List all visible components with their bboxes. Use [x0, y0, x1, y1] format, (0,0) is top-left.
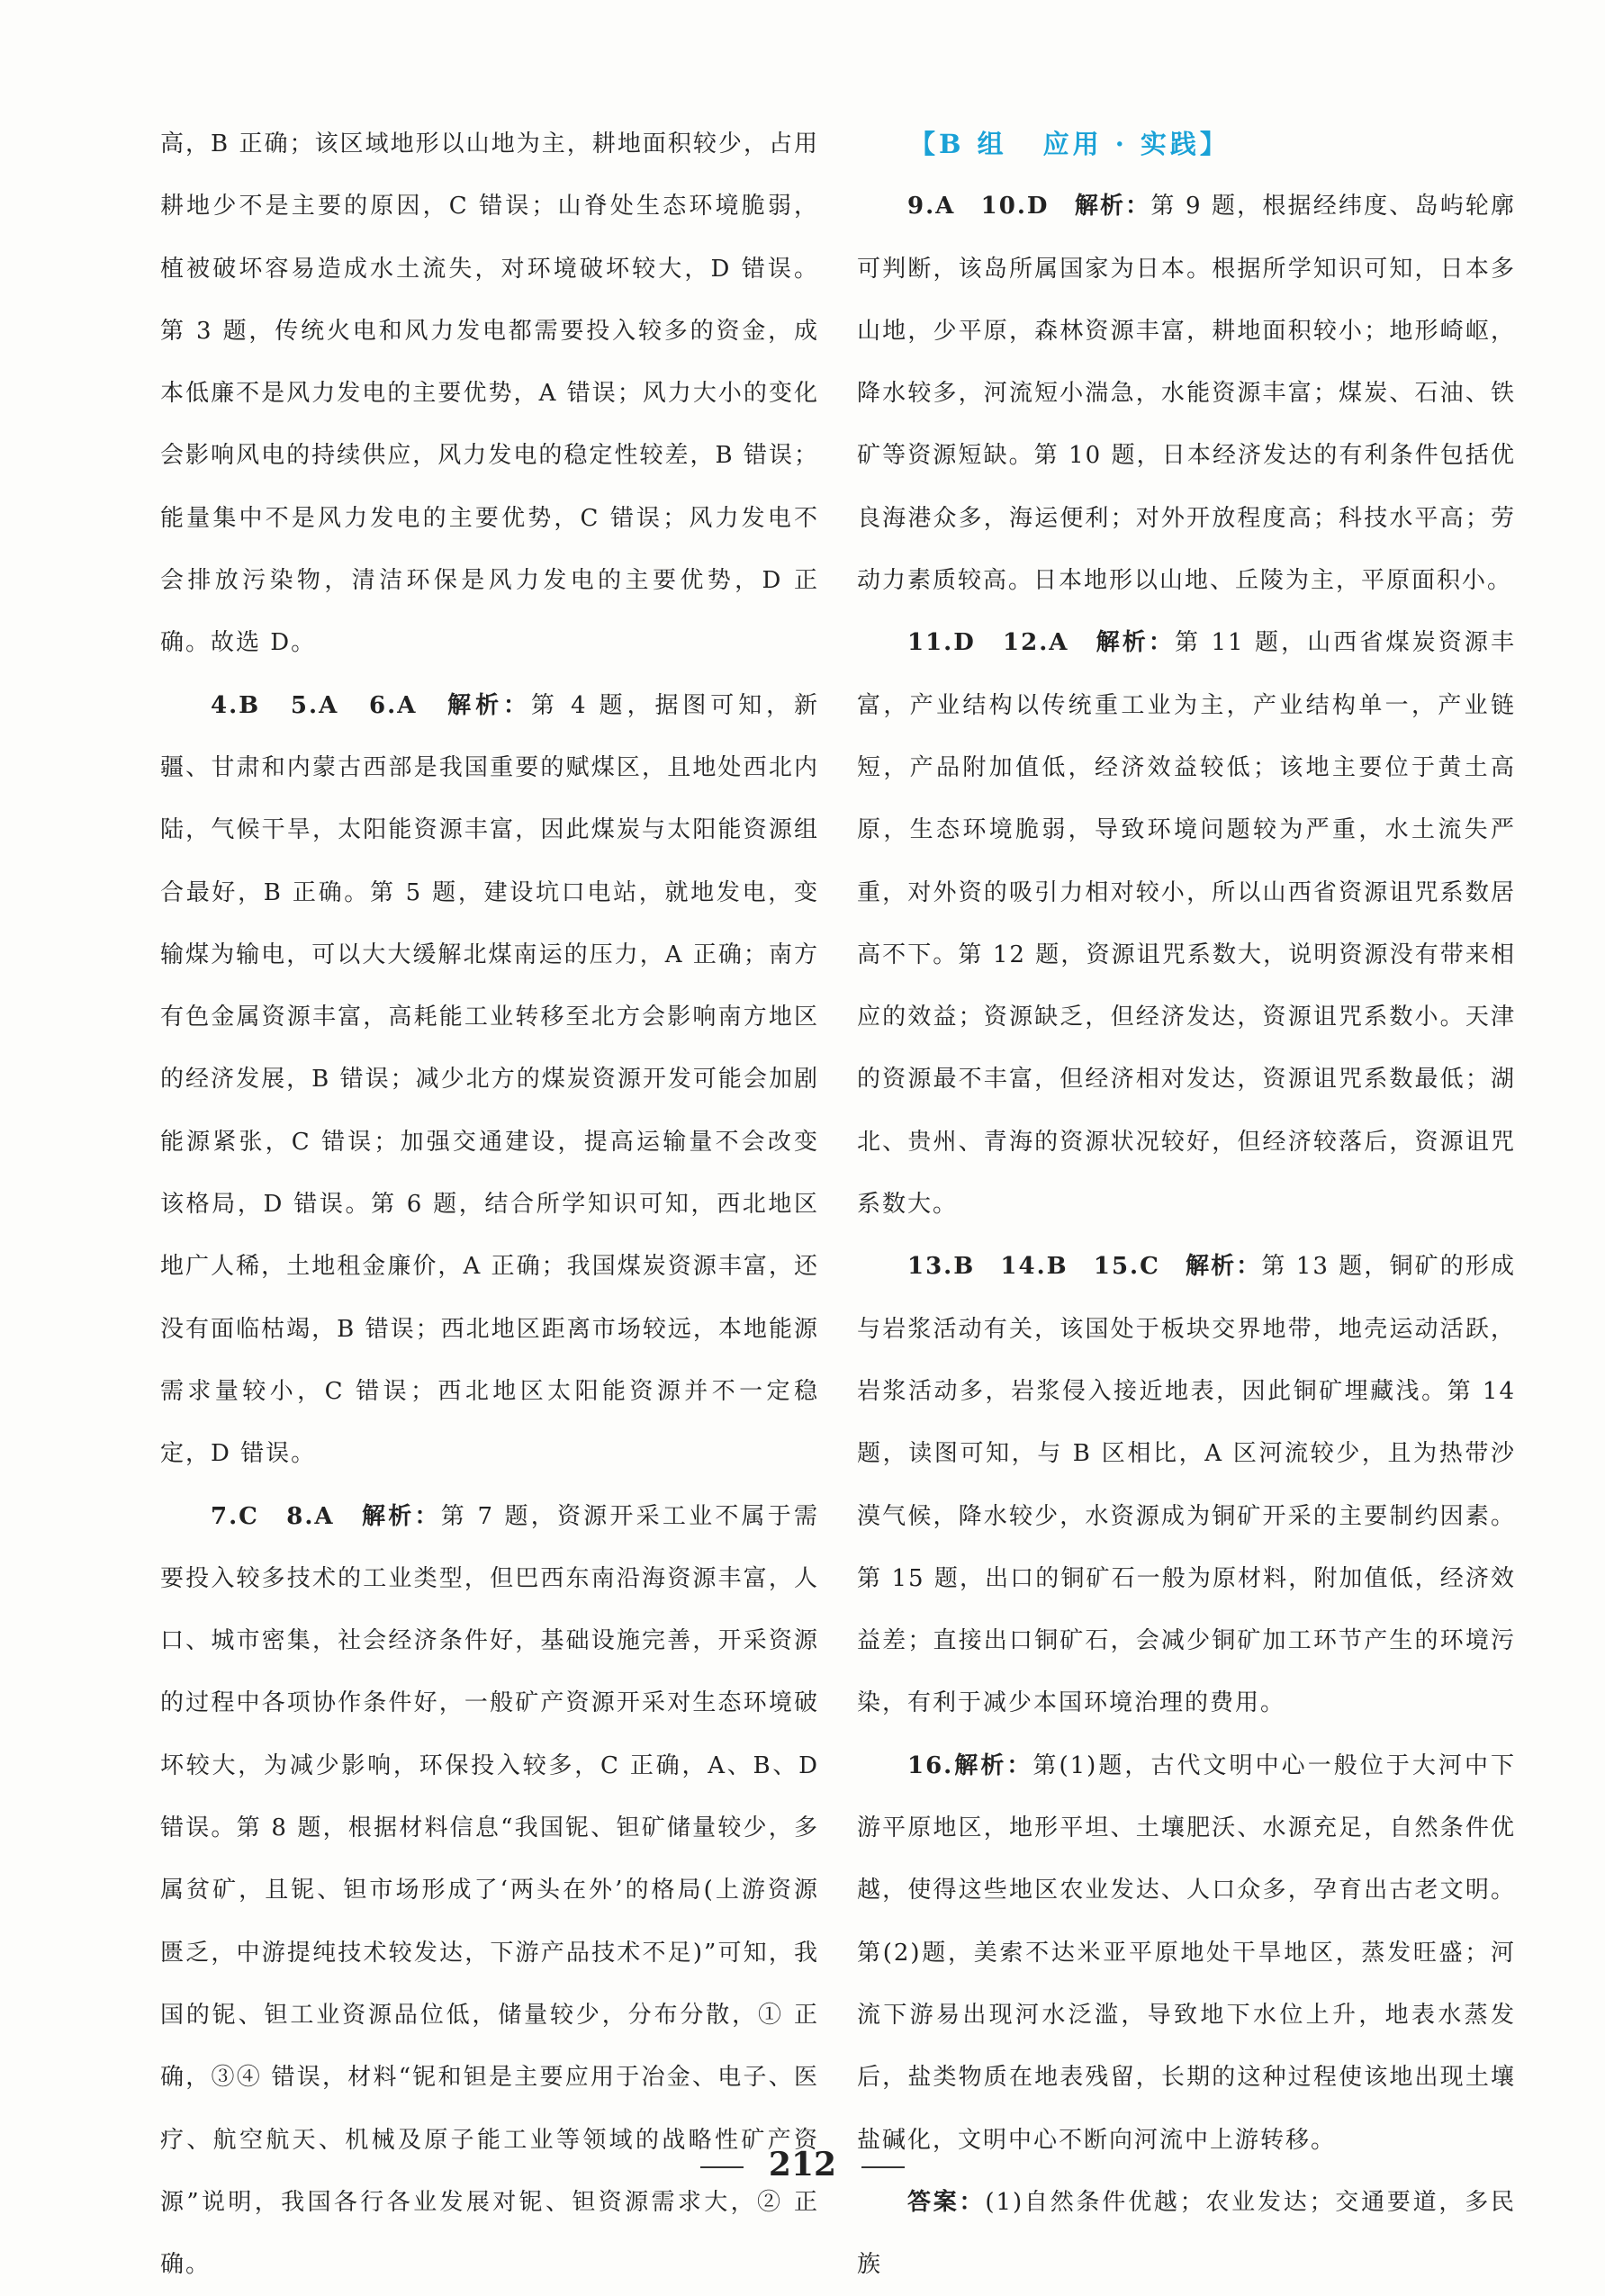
page-footer	[0, 2146, 1605, 2183]
answer-label: 16.解析：	[907, 1751, 1033, 1779]
footer-dash-right	[861, 2166, 905, 2168]
section-header	[909, 113, 1516, 176]
right-column-body	[857, 176, 1516, 2296]
answer-text: (1)自然条件优越；农业发达；交通要道，多民族	[857, 2188, 1516, 2279]
answer-label: 4.B 5.A 6.A 解析：	[211, 691, 531, 719]
answer-paragraph	[857, 2172, 1516, 2296]
answer-paragraph	[160, 675, 819, 1486]
answer-label: 9.A 10.D 解析：	[907, 193, 1151, 221]
answer-text: 第 9 题，根据经纬度、岛屿轮廓可判断，该岛所属国家为日本。根据所学知识可知，日本多山地，少平原，森林资源丰富，耕地面积较小；地形崎岖，降水较多，河流短小湍急，水能资源丰富；煤炭、石油、铁矿等资源短缺。第 10 题，日本经济发达的有利条件包括优良海港众多，海运便利；对外开放程度高；科技水平高；劳动力素质较高。日本地形以山地、丘陵为主，平原面积小。	[857, 193, 1516, 595]
answer-label: 7.C 8.A 解析：	[211, 1502, 441, 1530]
answer-label: 答案：	[907, 2188, 986, 2216]
answer-label: 13.B 14.B 15.C 解析：	[907, 1253, 1262, 1281]
section-header-title: 应用 · 实践】	[1042, 129, 1230, 159]
left-column	[160, 113, 819, 2296]
answer-text: 第 4 题，据图可知，新疆、甘肃和内蒙古西部是我国重要的赋煤区，且地处西北内陆，气候干旱，太阳能资源丰富，因此煤炭与太阳能资源组合最好，B 正确。第 5 题，建设坑口电站，就地发电，变输煤为输电，可以大大缓解北煤南运的压力，A 正确；南方有色金属资源丰富，高耗能工业转移至北方会影响南方地区的经济发展，B 错误；减少北方的煤炭资源开发可能会加剧能源紧张，C 错误；加强交通建设，提高运输量不会改变该格局，D 错误。第 6 题，结合所学知识可知，西北地区地广人稀，土地租金廉价，A 正确；我国煤炭资源丰富，还没有面临枯竭，B 错误；西北地区距离市场较远，本地能源需求量较小，C 错误；西北地区太阳能资源并不一定稳定，D 错误。	[160, 691, 820, 1468]
answer-label: 11.D 12.A 解析：	[907, 629, 1175, 657]
answer-paragraph	[160, 113, 819, 675]
answer-text: 第 13 题，铜矿的形成与岩浆活动有关，该国处于板块交界地带，地壳运动活跃，岩浆活动多，岩浆侵入接近地表，因此铜矿埋藏浅。第 14 题，读图可知，与 B 区相比，A 区河流较少，且为热带沙漠气候，降水较少，水资源成为铜矿开采的主要制约因素。第 15 题，出口的铜矿石一般为原材料，附加值低，经济效益差；直接出口铜矿石，会减少铜矿加工环节产生的环境污染，有利于减少本国环境治理的费用。	[857, 1253, 1516, 1717]
answer-text: 第(1)题，古代文明中心一般位于大河中下游平原地区，地形平坦、土壤肥沃、水源充足，自然条件优越，使得这些地区农业发达、人口众多，孕育出古老文明。第(2)题，美索不达米亚平原地处干旱地区，蒸发旺盛；河流下游易出现河水泛滥，导致地下水位上升，地表水蒸发后，盐类物质在地表残留，长期的这种过程使该地出现土壤盐碱化，文明中心不断向河流中上游转移。	[857, 1751, 1516, 2154]
right-column	[857, 113, 1516, 2296]
answer-paragraph	[857, 612, 1516, 1236]
answer-text: 高，B 正确；该区域地形以山地为主，耕地面积较少，占用耕地少不是主要的原因，C 错误；山脊处生态环境脆弱，植被破坏容易造成水土流失，对环境破坏较大，D 错误。第 3 题，传统火电和风力发电都需要投入较多的资金，成本低廉不是风力发电的主要优势，A 错误；风力大小的变化会影响风电的持续供应，风力发电的稳定性较差，B 错误；能量集中不是风力发电的主要优势，C 错误；风力发电不会排放污染物，清洁环保是风力发电的主要优势，D 正确。故选 D。	[160, 131, 819, 657]
answer-text: 第 7 题，资源开采工业不属于需要投入较多技术的工业类型，但巴西东南沿海资源丰富，人口、城市密集，社会经济条件好，基础设施完善，开采资源的过程中各项协作条件好，一般矿产资源开采对生态环境破坏较大，为减少影响，环保投入较多，C 正确，A、B、D 错误。第 8 题，根据材料信息“我国铌、钽矿储量较少，多属贫矿，且铌、钽市场形成了‘两头在外’的格局(上游资源匮乏，中游提纯技术较发达，下游产品技术不足)”可知，我国的铌、钽工业资源品位低，储量较少，分布分散，① 正确，③④ 错误，材料“铌和钽是主要应用于冶金、电子、医疗、航空航天、机械及原子能工业等领域的战略性矿产资源”说明，我国各行各业发展对铌、钽资源需求大，② 正确。	[160, 1502, 819, 2279]
answer-paragraph	[857, 1735, 1516, 2172]
answer-text: 第 11 题，山西省煤炭资源丰富，产业结构以传统重工业为主，产业结构单一，产业链短，产品附加值低，经济效益较低；该地主要位于黄土高原，生态环境脆弱，导致环境问题较为严重，水土流失严重，对外资的吸引力相对较小，所以山西省资源诅咒系数居高不下。第 12 题，资源诅咒系数大，说明资源没有带来相应的效益；资源缺乏，但经济发达，资源诅咒系数小。天津的资源最不丰富，但经济相对发达，资源诅咒系数最低；湖北、贵州、青海的资源状况较好，但经济较落后，资源诅咒系数大。	[857, 629, 1516, 1219]
page-number: 212	[768, 2146, 837, 2183]
answer-paragraph	[857, 1236, 1516, 1734]
answer-paragraph	[857, 176, 1516, 612]
footer-dash-left	[700, 2166, 744, 2168]
section-header-group: 【B 组	[909, 129, 1007, 159]
